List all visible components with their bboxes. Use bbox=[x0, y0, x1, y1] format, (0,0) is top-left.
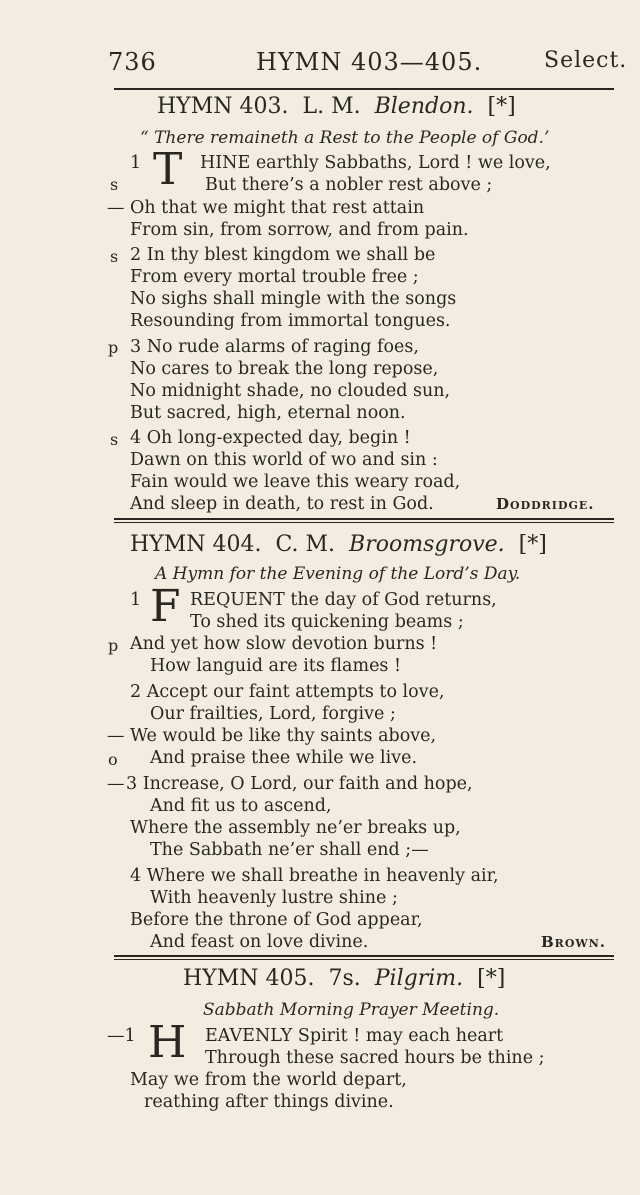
hymn-line: With heavenly lustre shine ; bbox=[150, 888, 398, 908]
hymn-line: But there’s a nobler rest above ; bbox=[205, 175, 493, 195]
hymn-line: Resounding from immortal tongues. bbox=[130, 311, 451, 331]
hymn-line: Our frailties, Lord, forgive ; bbox=[150, 704, 396, 724]
running-title: HYMN 403—405. bbox=[256, 48, 483, 76]
hymn-tune: Broomsgrove. bbox=[349, 532, 505, 557]
hymn-number: HYMN 405. bbox=[183, 966, 315, 991]
hymn-line: 3 No rude alarms of raging foes, bbox=[130, 337, 419, 357]
dynamic-mark: s bbox=[110, 175, 119, 194]
hymn-403-subtitle: “ There remaineth a Rest to the People of God.’ bbox=[140, 128, 550, 148]
hymn-line: And sleep in death, to rest in God. bbox=[130, 494, 434, 514]
dynamic-mark: p bbox=[108, 338, 119, 357]
verse-number: 1 bbox=[130, 590, 142, 610]
dynamic-mark: — bbox=[107, 726, 125, 746]
hymn-line: Before the throne of God appear, bbox=[130, 910, 423, 930]
hymn-author: Brown. bbox=[541, 933, 607, 951]
hymn-line: And praise thee while we live. bbox=[150, 748, 418, 768]
hymn-line: reathing after things divine. bbox=[144, 1092, 394, 1112]
hymn-number: HYMN 403. bbox=[157, 94, 289, 119]
hymn-404-subtitle: A Hymn for the Evening of the Lord’s Day. bbox=[155, 564, 521, 584]
hymn-number: HYMN 404. bbox=[130, 532, 262, 557]
hymn-403-title bbox=[157, 94, 516, 119]
section-rule bbox=[114, 955, 614, 957]
dynamic-mark: o bbox=[108, 750, 118, 769]
dynamic-mark: p bbox=[108, 636, 119, 655]
hymn-author: Doddridge. bbox=[496, 495, 595, 513]
hymn-meter: L. M. bbox=[302, 94, 361, 119]
hymn-404-title bbox=[130, 532, 547, 557]
dynamic-mark: — bbox=[107, 198, 125, 218]
hymn-line: From sin, from sorrow, and from pain. bbox=[130, 220, 469, 240]
header-rule bbox=[114, 88, 614, 90]
hymn-line: From every mortal trouble free ; bbox=[130, 267, 419, 287]
hymn-line: EAVENLY Spirit ! may each heart bbox=[205, 1026, 504, 1046]
hymn-line: REQUENT the day of God returns, bbox=[190, 590, 497, 610]
hymn-line: May we from the world depart, bbox=[130, 1070, 407, 1090]
dynamic-mark: s bbox=[110, 430, 119, 449]
hymn-tune: Pilgrim. bbox=[374, 966, 464, 991]
hymn-line: But sacred, high, eternal noon. bbox=[130, 403, 406, 423]
hymn-mark: [*] bbox=[477, 966, 506, 991]
section-rule bbox=[114, 518, 614, 520]
hymn-mark: [*] bbox=[518, 532, 547, 557]
hymn-line: And feast on love divine. bbox=[150, 932, 369, 952]
hymn-line: 2 Accept our faint attempts to love, bbox=[130, 682, 445, 702]
hymn-line: No sighs shall mingle with the songs bbox=[130, 289, 457, 309]
hymn-line: Where the assembly ne’er breaks up, bbox=[130, 818, 461, 838]
hymn-tune: Blendon. bbox=[374, 94, 474, 119]
verse-number: —1 bbox=[107, 1026, 136, 1046]
verse-number: 1 bbox=[130, 153, 142, 173]
hymn-line: 4 Oh long-expected day, begin ! bbox=[130, 428, 411, 448]
hymn-line: No cares to break the long repose, bbox=[130, 359, 439, 379]
section-rule bbox=[114, 959, 614, 960]
hymn-line: We would be like thy saints above, bbox=[130, 726, 437, 746]
hymn-line: Fain would we leave this weary road, bbox=[130, 472, 461, 492]
section-rule bbox=[114, 522, 614, 523]
drop-cap: T bbox=[153, 144, 183, 195]
hymn-line: 3 Increase, O Lord, our faith and hope, bbox=[126, 774, 473, 794]
hymn-meter: C. M. bbox=[275, 532, 336, 557]
hymn-line: Dawn on this world of wo and sin : bbox=[130, 450, 438, 470]
hymn-line: 4 Where we shall breathe in heavenly air, bbox=[130, 866, 499, 886]
hymn-line: The Sabbath ne’er shall end ;— bbox=[150, 840, 429, 860]
dynamic-mark: s bbox=[110, 247, 119, 266]
hymn-meter: 7s. bbox=[328, 966, 361, 991]
hymn-line: HINE earthly Sabbaths, Lord ! we love, bbox=[200, 153, 551, 173]
hymn-line: And fit us to ascend, bbox=[150, 796, 332, 816]
dynamic-mark: — bbox=[107, 774, 125, 794]
hymn-line: Oh that we might that rest attain bbox=[130, 198, 425, 218]
hymn-mark: [*] bbox=[487, 94, 516, 119]
hymn-line: No midnight shade, no clouded sun, bbox=[130, 381, 451, 401]
hymn-405-title bbox=[183, 966, 505, 991]
hymn-line: To shed its quickening beams ; bbox=[190, 612, 464, 632]
page-number: 736 bbox=[108, 48, 157, 76]
hymn-405-subtitle: Sabbath Morning Prayer Meeting. bbox=[203, 1000, 500, 1020]
hymn-line: And yet how slow devotion burns ! bbox=[130, 634, 438, 654]
section-title: Select. bbox=[544, 48, 628, 73]
drop-cap: H bbox=[148, 1017, 187, 1068]
hymn-line: 2 In thy blest kingdom we shall be bbox=[130, 245, 436, 265]
hymn-line: How languid are its flames ! bbox=[150, 656, 401, 676]
drop-cap: F bbox=[150, 581, 181, 632]
hymn-line: Through these sacred hours be thine ; bbox=[205, 1048, 545, 1068]
